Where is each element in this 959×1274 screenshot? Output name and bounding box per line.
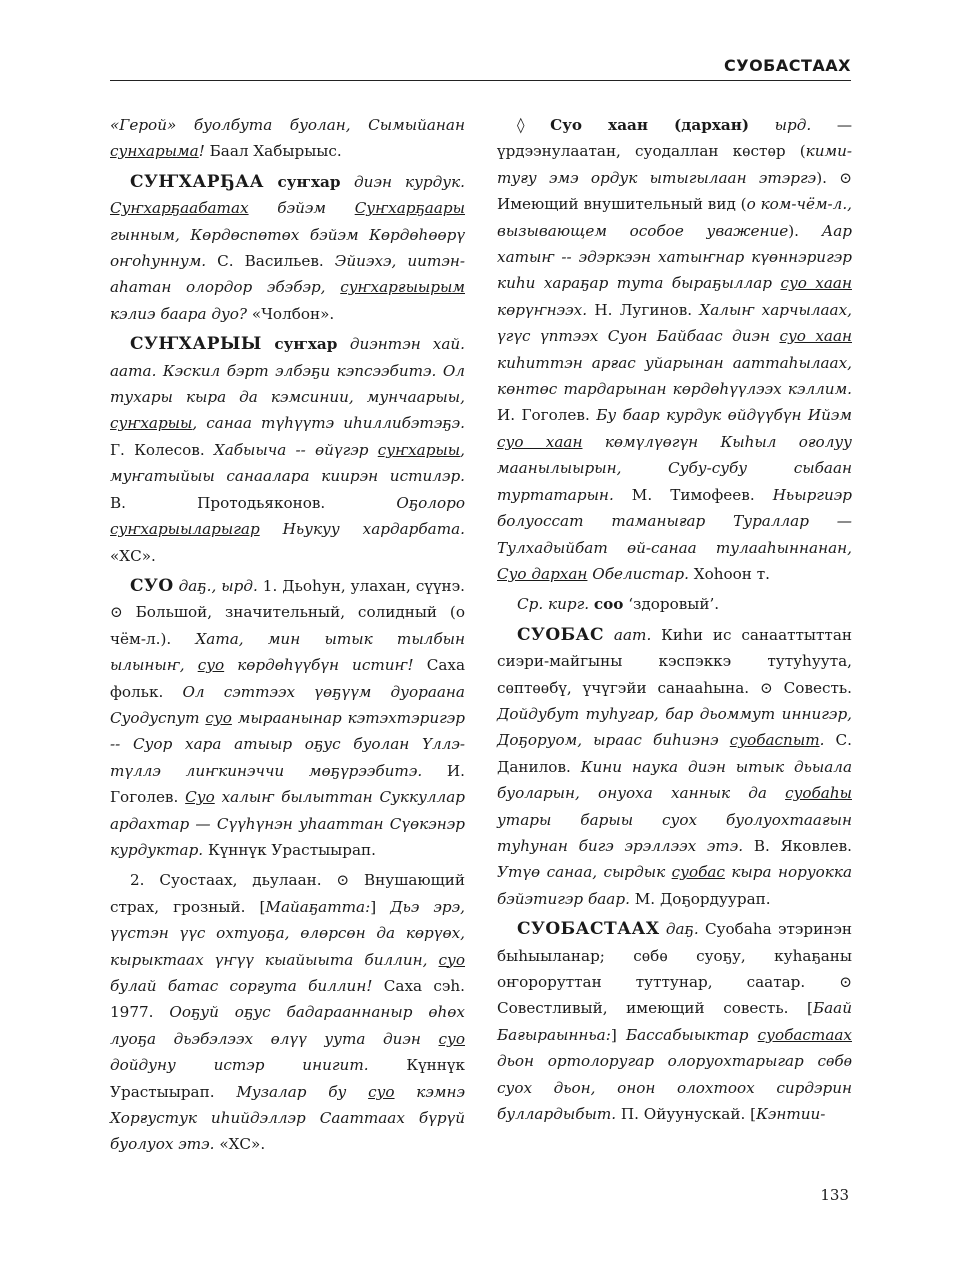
- text-run: ырд.: [221, 576, 263, 595]
- text-run: «ХС».: [219, 1135, 266, 1154]
- text-run: суо хаан: [780, 274, 852, 293]
- text-run: Бу баар курдук өйдүүбүн Ийэм: [596, 406, 852, 425]
- text-run: В. Яковлев.: [753, 836, 852, 855]
- headword: СУҤХАРҔАА: [130, 171, 264, 192]
- text-run: суҥхарыы: [110, 414, 193, 433]
- text-run: халыҥ былыттан Суккуллар ардахтар — Сүүһүнэн уһааттан Сүөкэнэр курдуктар.: [110, 788, 465, 859]
- running-title: СУОБАСТААХ: [723, 56, 851, 75]
- text-run: Г. Колесов.: [110, 440, 214, 459]
- text-run: кими-туғу эмэ ордук ытыгылаан этэргэ: [497, 142, 852, 187]
- text-run: Халыҥ харчылаах, үгүс үптээх Суон Байбаас диэн: [497, 300, 852, 346]
- text-run: Суҥхарҕаары: [354, 199, 465, 218]
- text-run: Ньукуу хардарбата.: [259, 520, 465, 539]
- text-run: Дьэ эрэ, үүстэн үүс охтуоҕа, өлөрсөн да көрүөх, кырыктаах үҥүү кыайыыта биллин,: [110, 897, 465, 969]
- text-run: Суо дархан: [497, 564, 588, 583]
- text-run: суҥхар: [261, 335, 350, 354]
- text-run: суҥхарғыырым: [340, 278, 465, 297]
- text-run: о ком-чём-л., вызывающем особое уважение: [497, 195, 852, 240]
- text-run: Музалар бу: [236, 1082, 369, 1101]
- text-run: суҥхар: [263, 172, 355, 191]
- text-run: ). ⊙ Имеющий внушительный вид (: [497, 168, 852, 214]
- text-run: көмүлүөгүн Кыһыл оғолуу маанылыырын, Субу-субу сыбаан туртатарын.: [497, 432, 852, 504]
- entry-paragraph: [110, 169, 465, 327]
- text-run: Саха сэһ. 1977.: [110, 977, 466, 1022]
- text-run: суо: [368, 1082, 395, 1101]
- text-run: Суобаһа этэринэн быһыыланар; сѳбѳ суоҕу, куһаҕаны оҥороруттан туттунар, саатар. ⊙ Совестливый, имеющий совесть. [: [497, 920, 852, 1018]
- text-run: Хата, мин ытык тылбын ылыныҥ,: [110, 629, 466, 675]
- headword: СУҤХАРЫЫ: [130, 334, 262, 355]
- text-run: дойдуну истэр инигит.: [110, 1056, 407, 1075]
- text-run: М. Доҕордуурап.: [634, 889, 771, 908]
- text-run: М. Тимофеев.: [631, 485, 773, 504]
- text-run: Н. Лугинов.: [594, 300, 700, 319]
- entry-paragraph: [110, 331, 465, 569]
- text-run: аат.: [604, 625, 662, 644]
- text-run: кэлиэ баара дуо?: [110, 304, 252, 323]
- text-run: «ХС».: [110, 546, 156, 565]
- text-run: суо: [438, 1029, 465, 1048]
- text-run: Кэскил бэрт элбэҕи кэпсээбитэ. Ол тухары кыра да кэмсинии, мунчаарыы,: [110, 361, 465, 407]
- text-run: ◊: [517, 116, 551, 134]
- headword: СУОБАС: [517, 624, 605, 645]
- text-run: И. Гоголев.: [110, 761, 465, 807]
- text-run: көрдөһүүбүн истиҥ!: [224, 656, 427, 675]
- text-run: Суо: [185, 788, 215, 807]
- text-run: — үрдээнулаатан, суодаллан кѳстѳр (: [497, 116, 852, 161]
- text-run: В. Протодьяконов.: [110, 493, 397, 512]
- text-run: Ср. кирг.: [517, 595, 594, 614]
- text-run: Күннүк Урастыырап.: [207, 840, 376, 859]
- text-run: кэмнэ Хорғустук иһийдэллэр Сааттаах бүрүй буолуох этэ.: [110, 1082, 465, 1154]
- text-run: ]: [370, 897, 391, 916]
- text-run: ‘здоровый’.: [623, 595, 720, 614]
- text-run: Киһи ис санааттыттан сиэри-майгыны кэспэккэ тутуһуута, сѳптѳѳбү, үчүгэйи санааһына. ⊙ Совесть.: [497, 625, 852, 697]
- text-run: дьон ортолоругар олоруохтарыгар сѳбѳ суох дьон, онон олохтоох сирдэрин буллардыбыт.: [497, 1052, 852, 1124]
- entry-paragraph: [497, 622, 852, 912]
- text-run: Ньыргиэр болуоссат таманығар Тураллар — Тулхадыйбат өй-санаа тулааһыннанан,: [497, 485, 852, 557]
- text-run: 1. Дьоһун, улахан, сүүнэ. ⊙ Большой, значительный, солидный (о чём-л.).: [110, 576, 465, 648]
- text-run: даҕ.: [659, 920, 705, 939]
- text-run: ]: [610, 1025, 626, 1044]
- text-run: Кэнтии-: [756, 1105, 826, 1124]
- text-run: «Чолбон».: [251, 304, 335, 323]
- text-run: суо: [197, 656, 225, 675]
- text-run: Аар хатыҥ -- эдэркээн хатыҥнар күөннэригэр киһи хараҕар тута быраҕыллар: [497, 221, 852, 293]
- headword: СУОБАСТААХ: [517, 919, 660, 940]
- text-run: «Герой» буолбута буолан, Сымыйанан: [110, 116, 465, 134]
- text-run: суобас: [671, 863, 725, 882]
- text-run: !: [198, 142, 210, 161]
- text-run: соо: [593, 595, 624, 614]
- text-run: Утүө санаа, сырдык: [497, 863, 672, 882]
- left-column: [110, 112, 465, 1162]
- text-run: кыра норуокка бэйэтигэр баар.: [497, 863, 852, 908]
- text-run: диэнтэн хай. аата.: [110, 335, 465, 380]
- text-run: Хабыыча -- өйүгэр: [213, 440, 378, 459]
- text-run: Дойдубут туһугар, бар дьоммут иннигэр, Доҕоруом, ыраас биһиэнэ: [497, 704, 852, 750]
- text-run: бэйэм: [248, 199, 355, 218]
- text-run: суобастаах: [757, 1025, 852, 1044]
- text-run: С. Васильев.: [217, 252, 335, 271]
- entry-paragraph: [497, 112, 852, 587]
- text-run: Эйиэхэ, иитэн-аһатан олордор эбэбэр,: [110, 252, 465, 297]
- text-run: И. Гоголев.: [497, 406, 597, 425]
- text-run: С. Данилов.: [497, 731, 852, 776]
- text-run: киһиттэн арғас уйарынан ааттаһылаах, көнтөс тардарынан көрдөһүүлээх кэллим.: [497, 353, 852, 399]
- entry-paragraph: [497, 591, 852, 617]
- text-run: Саха фольк.: [110, 656, 465, 701]
- text-run: суо: [438, 950, 465, 969]
- text-run: , муҥатыйыы санаалара киирэн истилэр.: [110, 440, 465, 486]
- entry-paragraph: [110, 112, 465, 165]
- text-run: Баал Хабырыыс.: [209, 142, 342, 161]
- right-column: [497, 112, 852, 1131]
- text-run: Баай Бағыраынньа:: [497, 999, 852, 1044]
- page-number: 133: [820, 1186, 849, 1204]
- text-run: , санаа түһүүтэ иһиллибэтэҕэ.: [192, 414, 465, 433]
- text-run: суҥхарыыларыгар: [110, 520, 260, 539]
- text-run: даҕ.,: [173, 576, 222, 595]
- text-run: суҥхарыы: [377, 440, 461, 459]
- text-run: суо хаан: [497, 432, 583, 451]
- text-run: диэн курдук.: [354, 172, 465, 191]
- text-run: .: [819, 731, 836, 750]
- text-run: Бассабыыктар: [625, 1025, 758, 1044]
- text-run: Күннүк Урастыырап.: [110, 1056, 465, 1101]
- text-run: көрүҥнээх.: [497, 300, 595, 319]
- text-run: суобаһы: [785, 784, 852, 803]
- text-run: суобаспыт: [729, 731, 820, 750]
- text-run: Оҕолоро: [396, 493, 465, 512]
- text-run: Обелистар.: [587, 564, 694, 583]
- text-run: П. Ойуунускай. [: [620, 1105, 757, 1124]
- text-run: Кини наука диэн ытык дьыала буоларын, онуоха ханнык да: [497, 757, 852, 803]
- text-run: мыраанынар кэтэхтэригэр -- Суор хара атыыр оҕус буолан Үллэ-түллэ лиҥкинэччи мөҕүрээбитэ.: [110, 708, 466, 780]
- text-run: гынным, Көрдөспөтөх бэйэм Көрдөһөөрү оҥоһуннум.: [110, 225, 465, 271]
- text-run: булай батас сорғута биллин!: [110, 977, 384, 995]
- text-run: сунхарыма: [110, 142, 199, 161]
- text-run: Ооҕуй оҕус бадарааннаныр өһөх луоҕа дьэбэлээх өлүү уута диэн: [110, 1003, 466, 1048]
- text-run: Майаҕатта:: [265, 897, 371, 916]
- entry-paragraph: [110, 867, 465, 1157]
- text-run: 2. Суостаах, дьулаан. ⊙ Внушающий страх, грозный. [: [110, 871, 465, 916]
- text-run: суо хаан: [779, 327, 852, 346]
- headword: СУО: [130, 575, 174, 596]
- text-run: ырд.: [749, 116, 837, 134]
- text-run: Хоһоон т.: [693, 564, 770, 583]
- text-run: Суҥхарҕаабатах: [110, 199, 249, 218]
- entry-paragraph: [497, 916, 852, 1127]
- text-run: Ол сэттээх үөҕүүм дуораана Суодуспут: [110, 682, 465, 727]
- running-header: [110, 52, 851, 81]
- entry-paragraph: [110, 573, 465, 863]
- text-run: утары барыы суох буолуохтаағын туһунан бигэ эрэллээх этэ.: [497, 810, 852, 855]
- text-run: суо: [205, 708, 232, 727]
- text-run: Суо хаан (дархан): [550, 116, 750, 134]
- text-run: ).: [788, 221, 822, 240]
